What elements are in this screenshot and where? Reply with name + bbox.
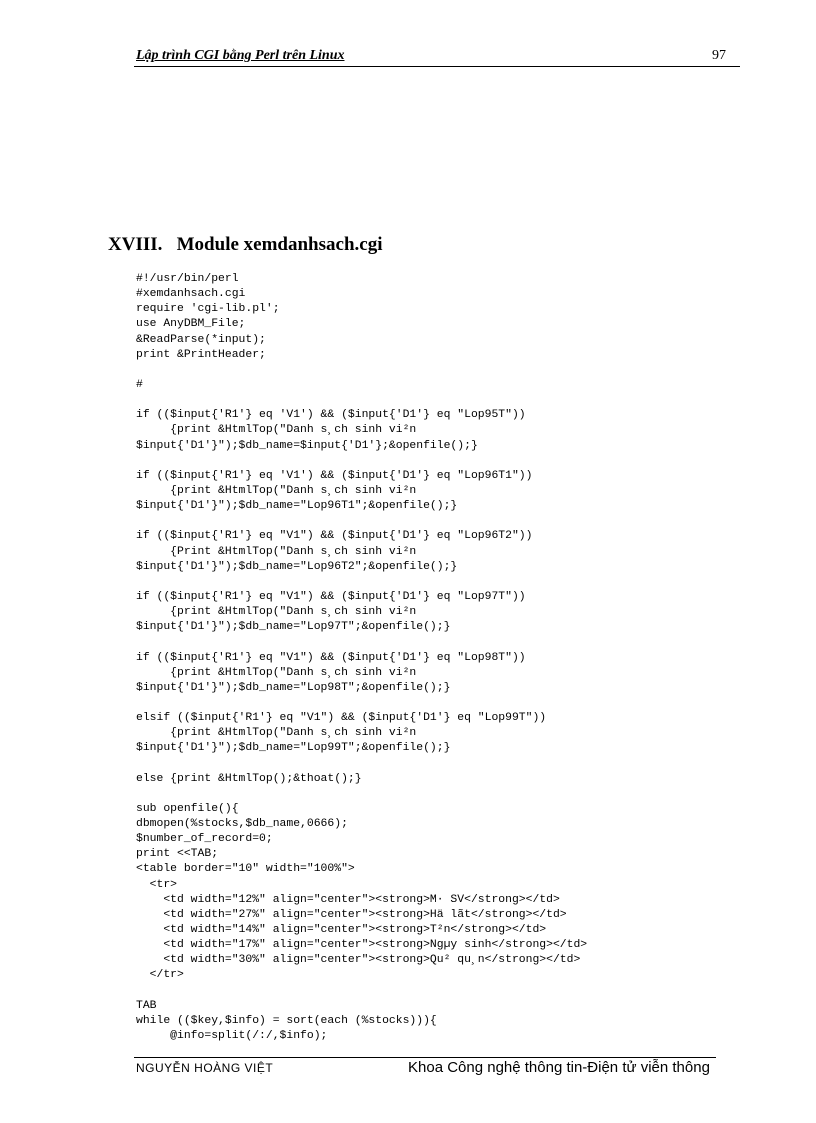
code-line	[136, 393, 736, 408]
code-line: <tr>	[136, 878, 178, 891]
page-header	[134, 46, 740, 67]
code-line: TAB	[136, 999, 157, 1012]
code-line	[136, 635, 736, 650]
code-line: @info=split(/:/,$info);	[136, 1030, 328, 1043]
code-line: <td width="14%" align="center"><strong>T²n</strong></td>	[136, 924, 547, 937]
code-line: if (($input{'R1'} eq 'V1') && ($input{'D1'} eq "Lop96T1"))	[136, 469, 533, 482]
code-line: {Print &HtmlTop("Danh s¸ch sinh vi²n	[136, 545, 417, 558]
code-line: print <<TAB;	[136, 848, 219, 861]
code-line	[136, 757, 736, 772]
code-line: #!/usr/bin/perl	[136, 273, 239, 285]
code-line: <table border="10" width="100%">	[136, 863, 355, 876]
code-line: if (($input{'R1'} eq 'V1') && ($input{'D1'} eq "Lop95T"))	[136, 409, 526, 422]
code-line	[136, 514, 736, 529]
code-line: $input{'D1'}");$db_name="Lop97T";&openfile();}	[136, 621, 451, 634]
code-line: elsif (($input{'R1'} eq "V1") && ($input{'D1'} eq "Lop99T"))	[136, 712, 547, 725]
code-line: {print &HtmlTop("Danh s¸ch sinh vi²n	[136, 606, 417, 619]
code-line: $number_of_record=0;	[136, 833, 273, 846]
code-line: {print &HtmlTop("Danh s¸ch sinh vi²n	[136, 727, 417, 740]
code-line: {print &HtmlTop("Danh s¸ch sinh vi²n	[136, 424, 417, 437]
code-line: if (($input{'R1'} eq "V1") && ($input{'D1'} eq "Lop98T"))	[136, 651, 526, 664]
code-line	[136, 787, 736, 802]
code-line: else {print &HtmlTop();&thoat();}	[136, 772, 362, 785]
code-line: <td width="17%" align="center"><strong>Ngµy sinh</strong></td>	[136, 939, 588, 952]
code-line: {print &HtmlTop("Danh s¸ch sinh vi²n	[136, 484, 417, 497]
code-line	[136, 575, 736, 590]
code-line	[136, 696, 736, 711]
code-line: $input{'D1'}");$db_name="Lop98T";&openfile();}	[136, 681, 451, 694]
code-line: sub openfile(){	[136, 802, 239, 815]
code-line: #	[136, 378, 143, 391]
code-line: $input{'D1'}");$db_name="Lop96T2";&openfile();}	[136, 560, 458, 573]
code-line: <td width="30%" align="center"><strong>Qu² qu¸n</strong></td>	[136, 954, 581, 967]
code-line: $input{'D1'}");$db_name="Lop96T1";&openfile();}	[136, 500, 458, 513]
code-line	[136, 454, 736, 469]
code-line: <td width="12%" align="center"><strong>M· SV</strong></td>	[136, 893, 560, 906]
code-line: <td width="27%" align="center"><strong>Hä lãt</strong></td>	[136, 908, 567, 921]
code-line: </tr>	[136, 969, 184, 982]
code-line: &ReadParse(*input);	[136, 333, 266, 346]
code-line	[136, 363, 736, 378]
code-line: use AnyDBM_File;	[136, 318, 246, 331]
code-line: dbmopen(%stocks,$db_name,0666);	[136, 818, 348, 831]
code-line: if (($input{'R1'} eq "V1") && ($input{'D1'} eq "Lop97T"))	[136, 590, 526, 603]
code-line: print &PrintHeader;	[136, 348, 266, 361]
code-line: while (($key,$info) = sort(each (%stocks))){	[136, 1014, 437, 1027]
code-line	[136, 984, 736, 999]
code-line: $input{'D1'}");$db_name=$input{'D1'};&openfile();}	[136, 439, 478, 452]
footer-author: NGUYỄN HOÀNG VIỆT	[136, 1061, 274, 1075]
page-number: 97	[712, 48, 726, 63]
footer-divider	[134, 1057, 716, 1058]
code-line: #xemdanhsach.cgi	[136, 288, 246, 301]
section-heading: XVIII. Module xemdanhsach.cgi	[108, 234, 383, 255]
code-line: {print &HtmlTop("Danh s¸ch sinh vi²n	[136, 666, 417, 679]
code-line: $input{'D1'}");$db_name="Lop99T";&openfile();}	[136, 742, 451, 755]
footer-department: Khoa Công nghệ thông tin-Điện tử viễn thông	[408, 1059, 710, 1076]
code-listing	[136, 272, 736, 1048]
code-line: require 'cgi-lib.pl';	[136, 303, 280, 316]
code-line: if (($input{'R1'} eq "V1") && ($input{'D1'} eq "Lop96T2"))	[136, 530, 533, 543]
header-title: Lập trình CGI bằng Perl trên Linux	[136, 48, 345, 63]
